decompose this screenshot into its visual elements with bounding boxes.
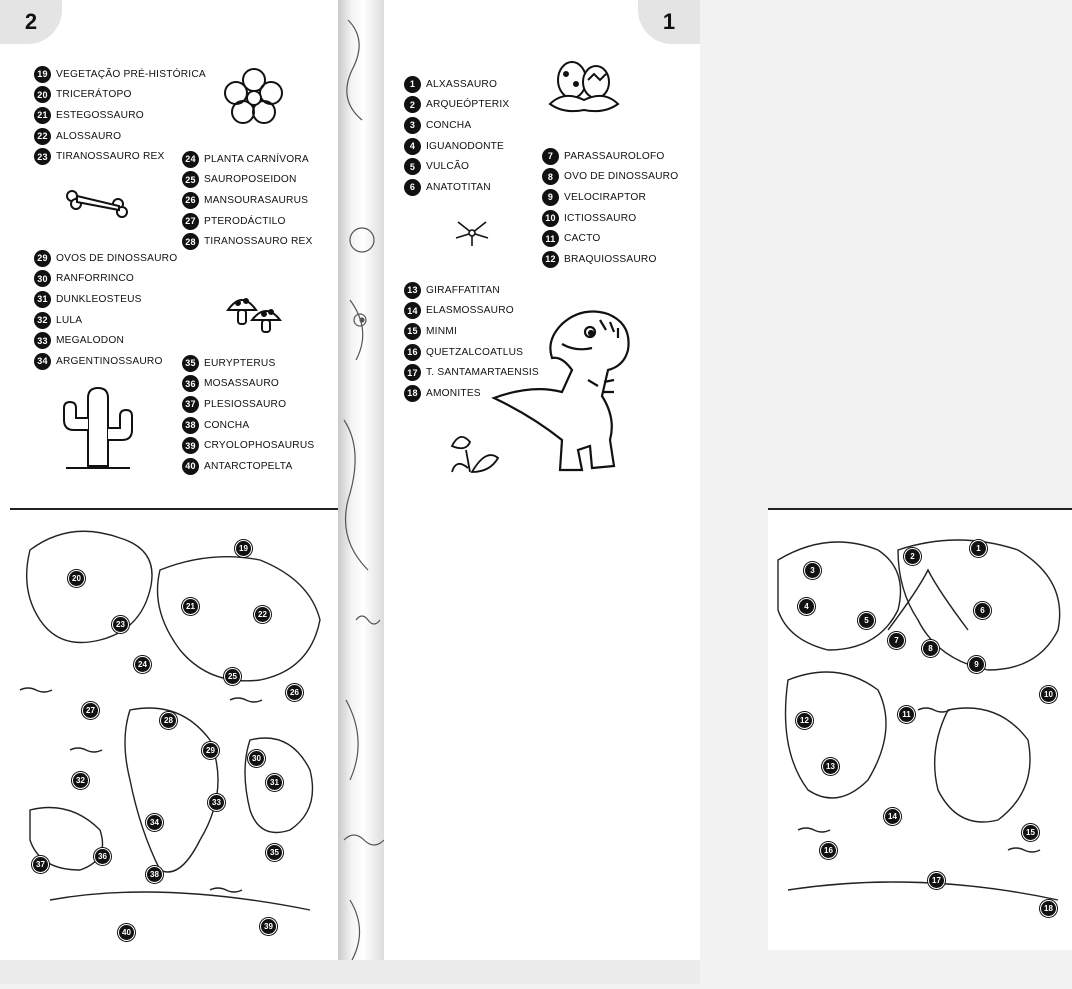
fern-illustration [454,218,490,248]
legend-item [34,330,177,351]
legend-item [34,85,206,106]
legend-label: CRYOLOPHOSAURUS [204,440,315,452]
number-badge: 18 [404,385,421,402]
bone-illustration [64,188,130,222]
legend-item [542,228,678,249]
book-spine [338,0,384,984]
map-number-pin: 26 [286,684,303,701]
legend-label: VELOCIRAPTOR [564,191,647,203]
map-number-pin: 14 [884,808,901,825]
coloring-map-left [10,508,338,950]
number-badge: 17 [404,364,421,381]
legend-item [182,231,313,252]
legend-label: VULCÃO [426,161,470,173]
legend-label: VEGETAÇÃO PRÉ-HISTÓRICA [56,68,206,80]
number-badge: 5 [404,158,421,175]
legend-item [404,280,539,301]
legend-label: ICTIOSSAURO [564,212,637,224]
map-number-pin: 17 [928,872,945,889]
number-badge: 25 [182,171,199,188]
legend-list [34,248,177,372]
number-badge: 31 [34,291,51,308]
map-number-pin: 16 [820,842,837,859]
number-badge: 8 [542,168,559,185]
number-badge: 6 [404,179,421,196]
legend-label: ANTARCTOPELTA [204,460,293,472]
legend-item [182,190,313,211]
number-badge: 39 [182,437,199,454]
legend-item [34,289,177,310]
map-number-pin: 33 [208,794,225,811]
legend-label: ALXASSAURO [426,78,498,90]
number-badge: 23 [34,148,51,165]
map-number-pin: 23 [112,616,129,633]
legend-label: QUETZALCOATLUS [426,346,524,358]
number-badge: 33 [34,332,51,349]
number-badge: 35 [182,355,199,372]
legend-item [34,310,177,331]
legend-label: BRAQUIOSSAURO [564,253,657,265]
legend-list [182,353,314,477]
legend-item [404,136,509,157]
number-badge: 27 [182,213,199,230]
legend-label: RANFORRINCO [56,273,135,285]
legend-list [182,149,313,252]
legend-item [404,74,509,95]
legend-label: ESTEGOSSAURO [56,109,144,121]
number-badge: 7 [542,148,559,165]
number-badge: 21 [34,107,51,124]
legend-item [182,456,314,477]
legend-item [34,351,177,372]
page-bottom-shadow [0,960,700,984]
legend-label: ELASMOSSAURO [426,305,514,317]
map-number-pin: 9 [968,656,985,673]
number-badge: 15 [404,323,421,340]
map-number-pin: 30 [248,750,265,767]
spine-pattern [338,0,384,984]
legend-label: DUNKLEOSTEUS [56,293,142,305]
page-number-left: 2 [0,0,62,44]
number-badge: 30 [34,270,51,287]
legend-label: IGUANODONTE [426,140,505,152]
map-number-pin: 12 [796,712,813,729]
legend-label: ARGENTINOSSAURO [56,355,163,367]
legend-item [182,170,313,191]
carnivorous-plant-illustration [446,428,500,474]
legend-label: PTERODÁCTILO [204,215,286,227]
legend-label: PLESIOSSAURO [204,398,287,410]
map-number-pin: 15 [1022,824,1039,841]
legend-list [404,74,509,198]
legend-label: TRICERÁTOPO [56,89,132,101]
number-badge: 10 [542,210,559,227]
map-number-pin: 34 [146,814,163,831]
map-number-pin: 36 [94,848,111,865]
map-number-pin: 28 [160,712,177,729]
map-number-pin: 32 [72,772,89,789]
legend-label: TIRANOSSAURO REX [56,151,165,163]
legend-item [182,415,314,436]
legend-label: AMONITES [426,387,481,399]
legend-item [34,64,206,85]
map-number-pin: 18 [1040,900,1057,917]
map-number-pin: 20 [68,570,85,587]
legend-label: MANSOURASAURUS [204,194,309,206]
legend-label: MINMI [426,325,457,337]
map-number-pin: 27 [82,702,99,719]
t-rex-illustration [492,300,642,476]
legend-label: CONCHA [204,419,250,431]
map-number-pin: 37 [32,856,49,873]
map-number-pin: 21 [182,598,199,615]
page-number-right: 1 [638,0,700,44]
legend-label: OVOS DE DINOSSAURO [56,252,178,264]
legend-label: EURYPTERUS [204,357,276,369]
number-badge: 9 [542,189,559,206]
legend-item [182,394,314,415]
legend-item [404,115,509,136]
legend-item [182,211,313,232]
number-badge: 3 [404,117,421,134]
map-number-pin: 3 [804,562,821,579]
map-number-pin: 22 [254,606,271,623]
map-number-pin: 5 [858,612,875,629]
legend-item [182,149,313,170]
number-badge: 36 [182,375,199,392]
legend-label: ALOSSAURO [56,130,122,142]
legend-label: MOSASSAURO [204,378,280,390]
map-number-pin: 39 [260,918,277,935]
dinosaur-eggs-illustration [544,54,624,116]
legend-item [182,353,314,374]
map-number-pin: 40 [118,924,135,941]
map-number-pin: 4 [798,598,815,615]
number-badge: 19 [34,66,51,83]
number-badge: 16 [404,344,421,361]
number-badge: 11 [542,230,559,247]
legend-label: ANATOTITAN [426,181,491,193]
cactus-illustration [56,384,140,470]
coloring-map-right [768,508,1072,950]
legend-label: MEGALODON [56,335,125,347]
map-number-pin: 13 [822,758,839,775]
number-badge: 28 [182,233,199,250]
legend-item [182,435,314,456]
number-badge: 32 [34,312,51,329]
legend-list [542,146,678,270]
number-badge: 37 [182,396,199,413]
map-number-pin: 25 [224,668,241,685]
legend-item [404,177,509,198]
legend-item [542,249,678,270]
map-number-pin: 8 [922,640,939,657]
map-number-pin: 29 [202,742,219,759]
legend-item [34,146,206,167]
legend-label: TIRANOSSAURO REX [204,236,313,248]
number-badge: 14 [404,302,421,319]
number-badge: 4 [404,138,421,155]
legend-label: T. SANTAMARTAENSIS [426,367,539,379]
number-badge: 29 [34,250,51,267]
map-number-pin: 35 [266,844,283,861]
legend-item [542,187,678,208]
legend-item [34,269,177,290]
map-number-pin: 6 [974,602,991,619]
map-number-pin: 19 [235,540,252,557]
legend-label: PLANTA CARNÍVORA [204,153,309,165]
legend-item [404,156,509,177]
map-number-pin: 1 [970,540,987,557]
map-number-pin: 24 [134,656,151,673]
legend-item [404,95,509,116]
number-badge: 13 [404,282,421,299]
legend-list [34,64,206,167]
number-badge: 12 [542,251,559,268]
left-page [0,0,338,984]
legend-item [542,208,678,229]
legend-item [182,374,314,395]
number-badge: 40 [182,458,199,475]
number-badge: 2 [404,96,421,113]
number-badge: 34 [34,353,51,370]
legend-label: LULA [56,314,83,326]
map-number-pin: 7 [888,632,905,649]
right-page [384,0,1053,984]
world-map-outline [10,510,338,950]
map-number-pin: 2 [904,548,921,565]
legend-item [542,146,678,167]
legend-item [34,105,206,126]
number-badge: 26 [182,192,199,209]
legend-label: CACTO [564,233,601,245]
number-badge: 24 [182,151,199,168]
legend-item [34,126,206,147]
map-number-pin: 10 [1040,686,1057,703]
map-number-pin: 38 [146,866,163,883]
map-number-pin: 11 [898,706,915,723]
flower-illustration [224,66,284,128]
legend-label: CONCHA [426,119,472,131]
number-badge: 22 [34,128,51,145]
legend-label: SAUROPOSEIDON [204,174,297,186]
number-badge: 20 [34,86,51,103]
legend-label: OVO DE DINOSSAURO [564,171,679,183]
number-badge: 1 [404,76,421,93]
number-badge: 38 [182,417,199,434]
mushroom-illustration [224,292,284,334]
legend-label: GIRAFFATITAN [426,284,500,296]
legend-item [34,248,177,269]
map-number-pin: 31 [266,774,283,791]
legend-label: PARASSAUROLOFO [564,150,665,162]
legend-item [542,167,678,188]
legend-label: ARQUEÓPTERIX [426,99,510,111]
